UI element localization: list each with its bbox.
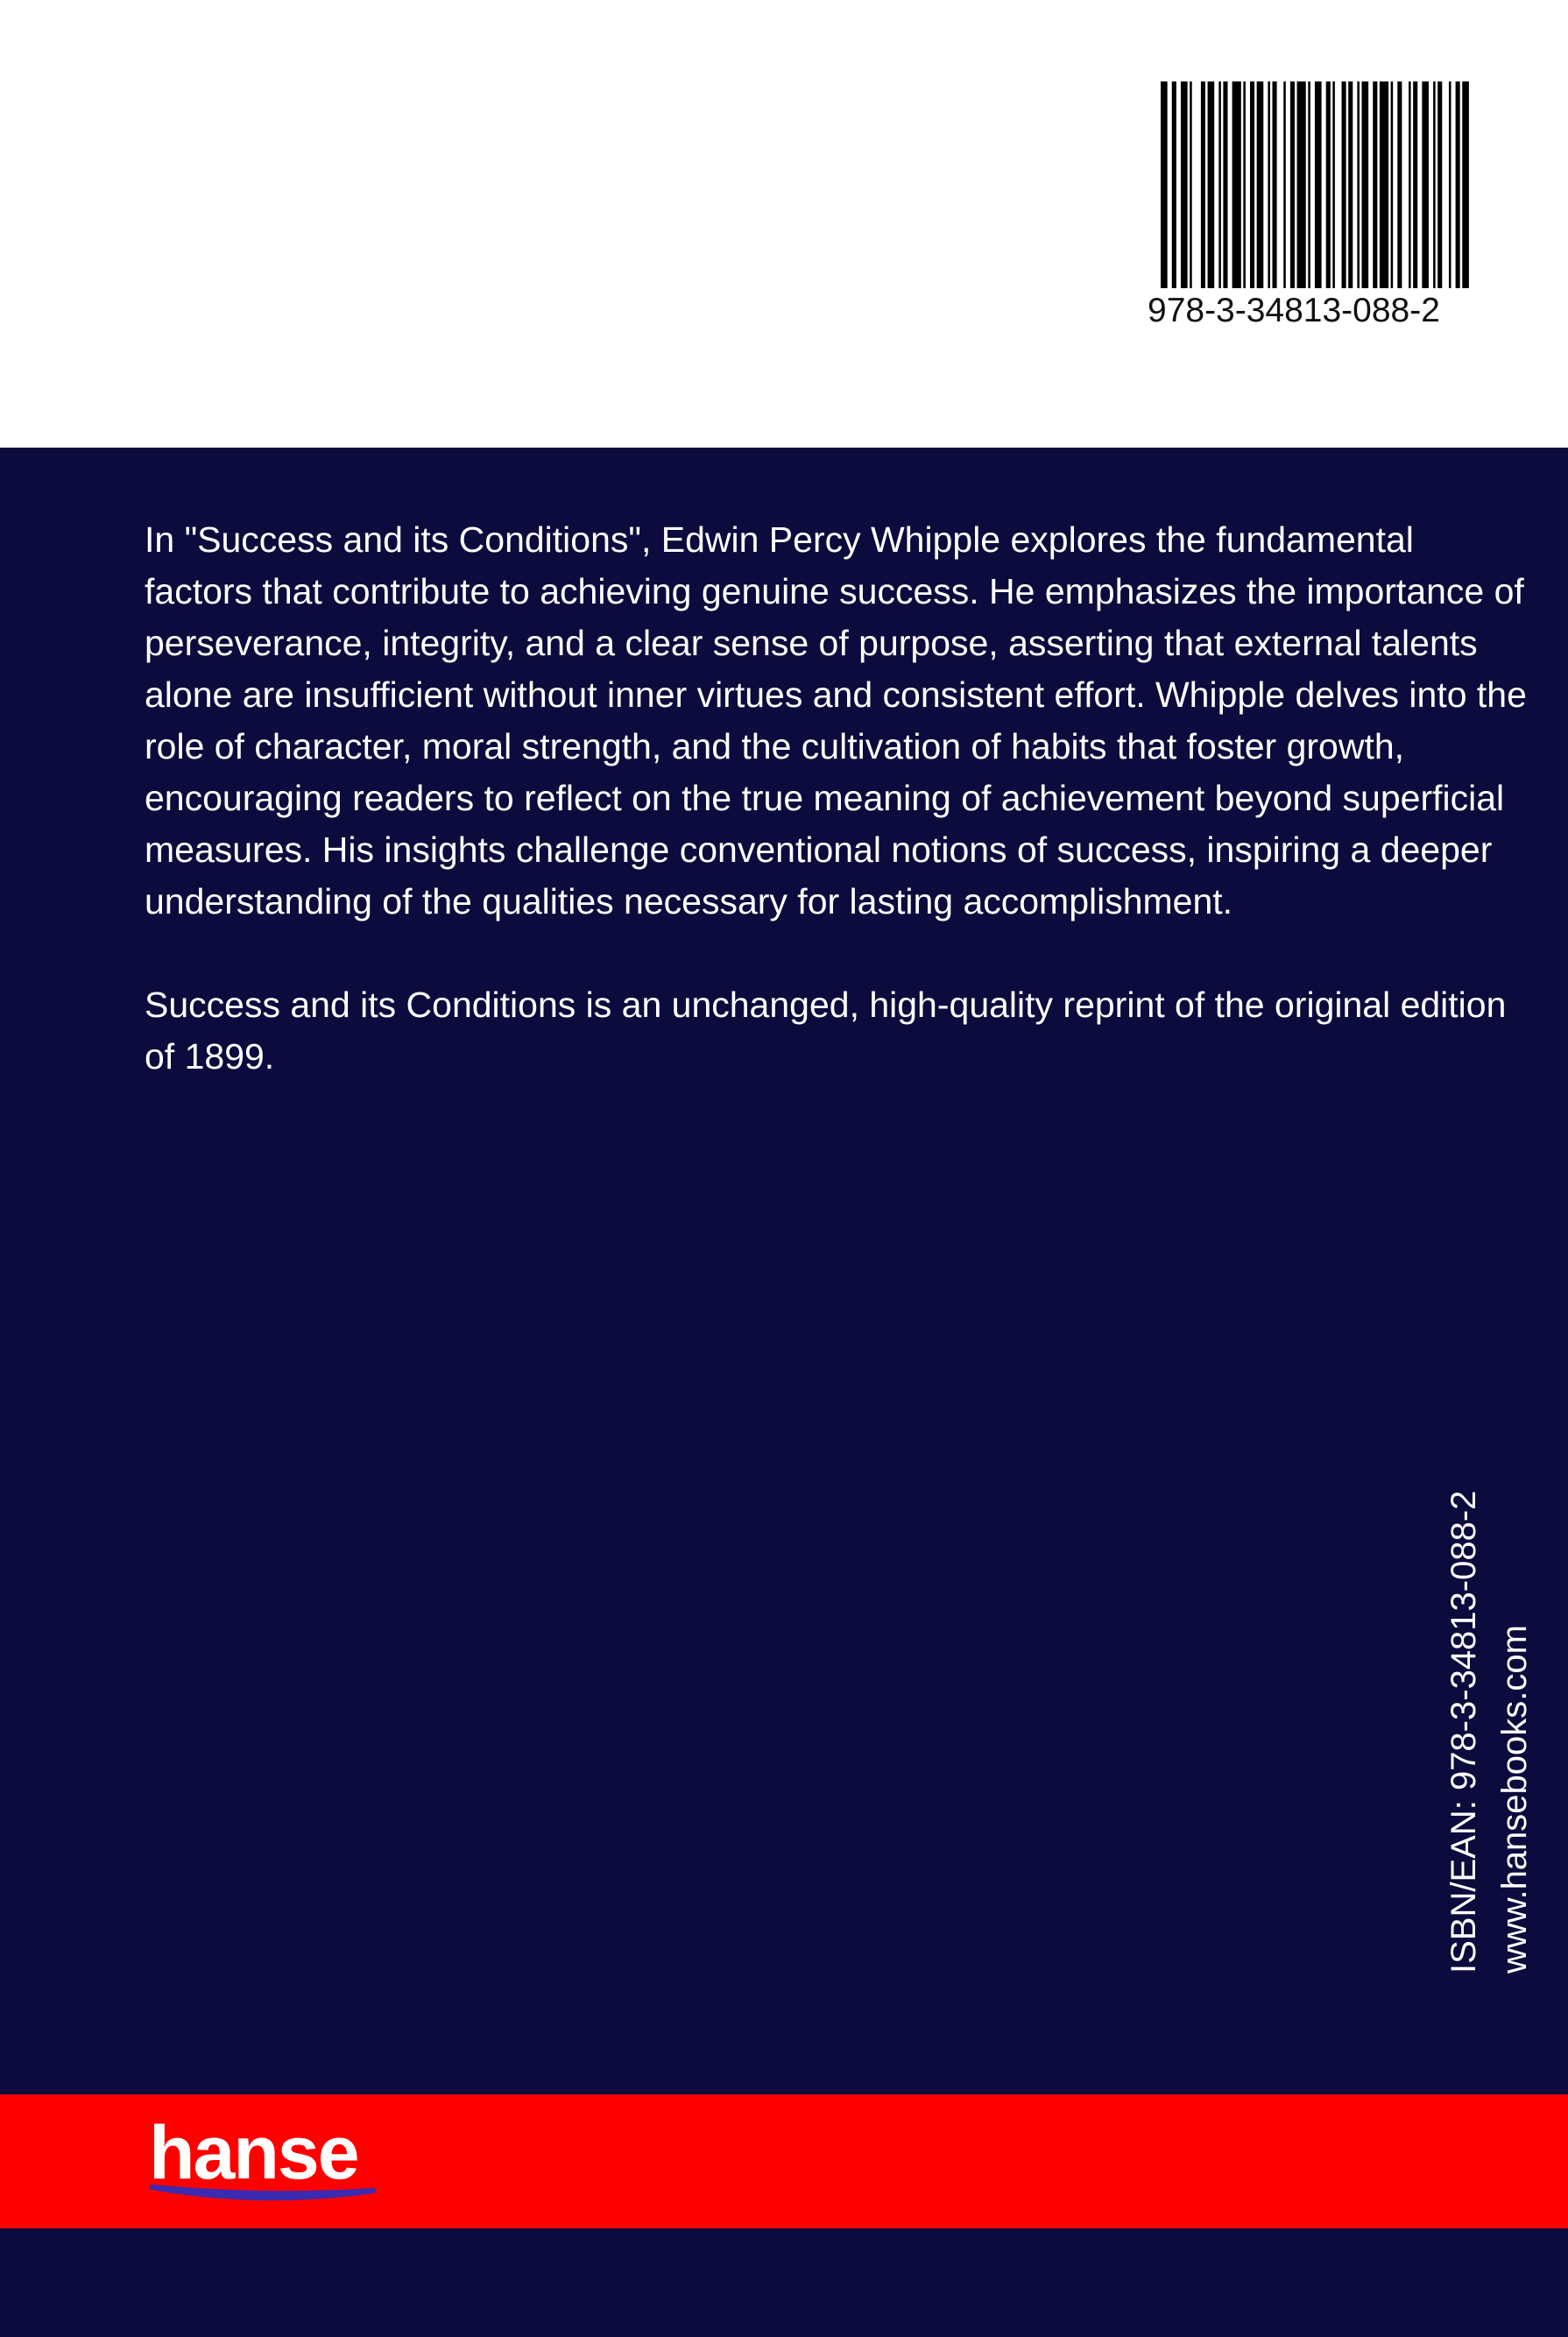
barcode-bar <box>1449 81 1451 288</box>
hanse-logo <box>147 2121 384 2208</box>
barcode-bar <box>1397 81 1402 288</box>
barcode-bar <box>1257 81 1264 288</box>
barcode-bar <box>1190 81 1192 288</box>
barcode-number: 978-3-34813-088-2 <box>1148 292 1440 329</box>
logo-wordmark: hanse <box>149 2121 358 2195</box>
barcode-area <box>0 0 1568 448</box>
barcode-bar <box>1268 81 1270 288</box>
barcode-bar <box>1290 81 1295 288</box>
barcode-bar <box>1308 81 1310 288</box>
barcode-bar <box>1161 81 1168 288</box>
barcode-bar <box>1223 81 1227 288</box>
barcode-bar <box>1181 81 1188 288</box>
barcode-bar <box>1326 81 1331 288</box>
spine-info <box>1438 1430 1543 1973</box>
barcode-bar <box>1243 81 1246 288</box>
barcode-bar <box>1362 81 1369 288</box>
barcode-bar <box>1433 81 1436 288</box>
barcode-bar <box>1462 81 1469 288</box>
barcode-bar <box>1283 81 1286 288</box>
barcode-bar <box>1422 81 1429 288</box>
barcode-bar <box>1218 81 1221 288</box>
barcode-bar <box>1201 81 1205 288</box>
barcode-bar <box>1315 81 1322 288</box>
barcode-bar <box>1208 81 1215 288</box>
barcode-bar <box>1233 81 1241 288</box>
barcode-bar <box>1348 81 1353 288</box>
barcode-bar <box>1273 81 1277 288</box>
barcode-bar <box>1172 81 1176 288</box>
barcode-bar <box>1456 81 1460 288</box>
barcode-bar <box>1332 81 1335 288</box>
barcode-bar <box>1413 81 1417 288</box>
barcode-bar <box>1409 81 1411 288</box>
spine-info-rotated <box>1438 1430 1540 1973</box>
description-paragraph: In "Success and its Conditions", Edwin Percy Whipple explores the fundamental factors that contribute to achieving genuine success. He emphasizes the importance of perseverance, integrity, and a clear sense of purpose, asserting that external talents alone are insufficient without inner virtues and consistent effort. Whipple delves into the role of character, moral strength, and the cultivation of habits that foster growth, encouraging readers to reflect on the true meaning of achievement beyond superficial measures. His insights challenge conventional notions of success, inspiring a deeper understanding of the qualities necessary for lasting accomplishment. <box>145 519 1527 921</box>
back-cover-body <box>0 448 1568 2094</box>
barcode-bar <box>1437 81 1442 288</box>
barcode-image <box>1161 81 1511 292</box>
bottom-strip <box>0 2228 1568 2337</box>
book-description <box>145 514 1529 1134</box>
barcode-bar <box>1380 81 1388 288</box>
barcode-bar <box>1342 81 1346 288</box>
barcode-bar <box>1373 81 1377 288</box>
publisher-band <box>0 2094 1568 2228</box>
publisher-website: www.hansebooks.com <box>1495 1625 1534 1973</box>
barcode-bar <box>1357 81 1360 288</box>
barcode-bar <box>1391 81 1394 288</box>
barcode-bar <box>1297 81 1306 288</box>
barcode-bar <box>1250 81 1254 288</box>
reprint-note: Success and its Conditions is an unchanged, high-quality reprint of the original edition of 1899. <box>145 985 1507 1077</box>
isbn-ean-text: ISBN/EAN: 978-3-34813-088-2 <box>1444 1490 1483 1973</box>
